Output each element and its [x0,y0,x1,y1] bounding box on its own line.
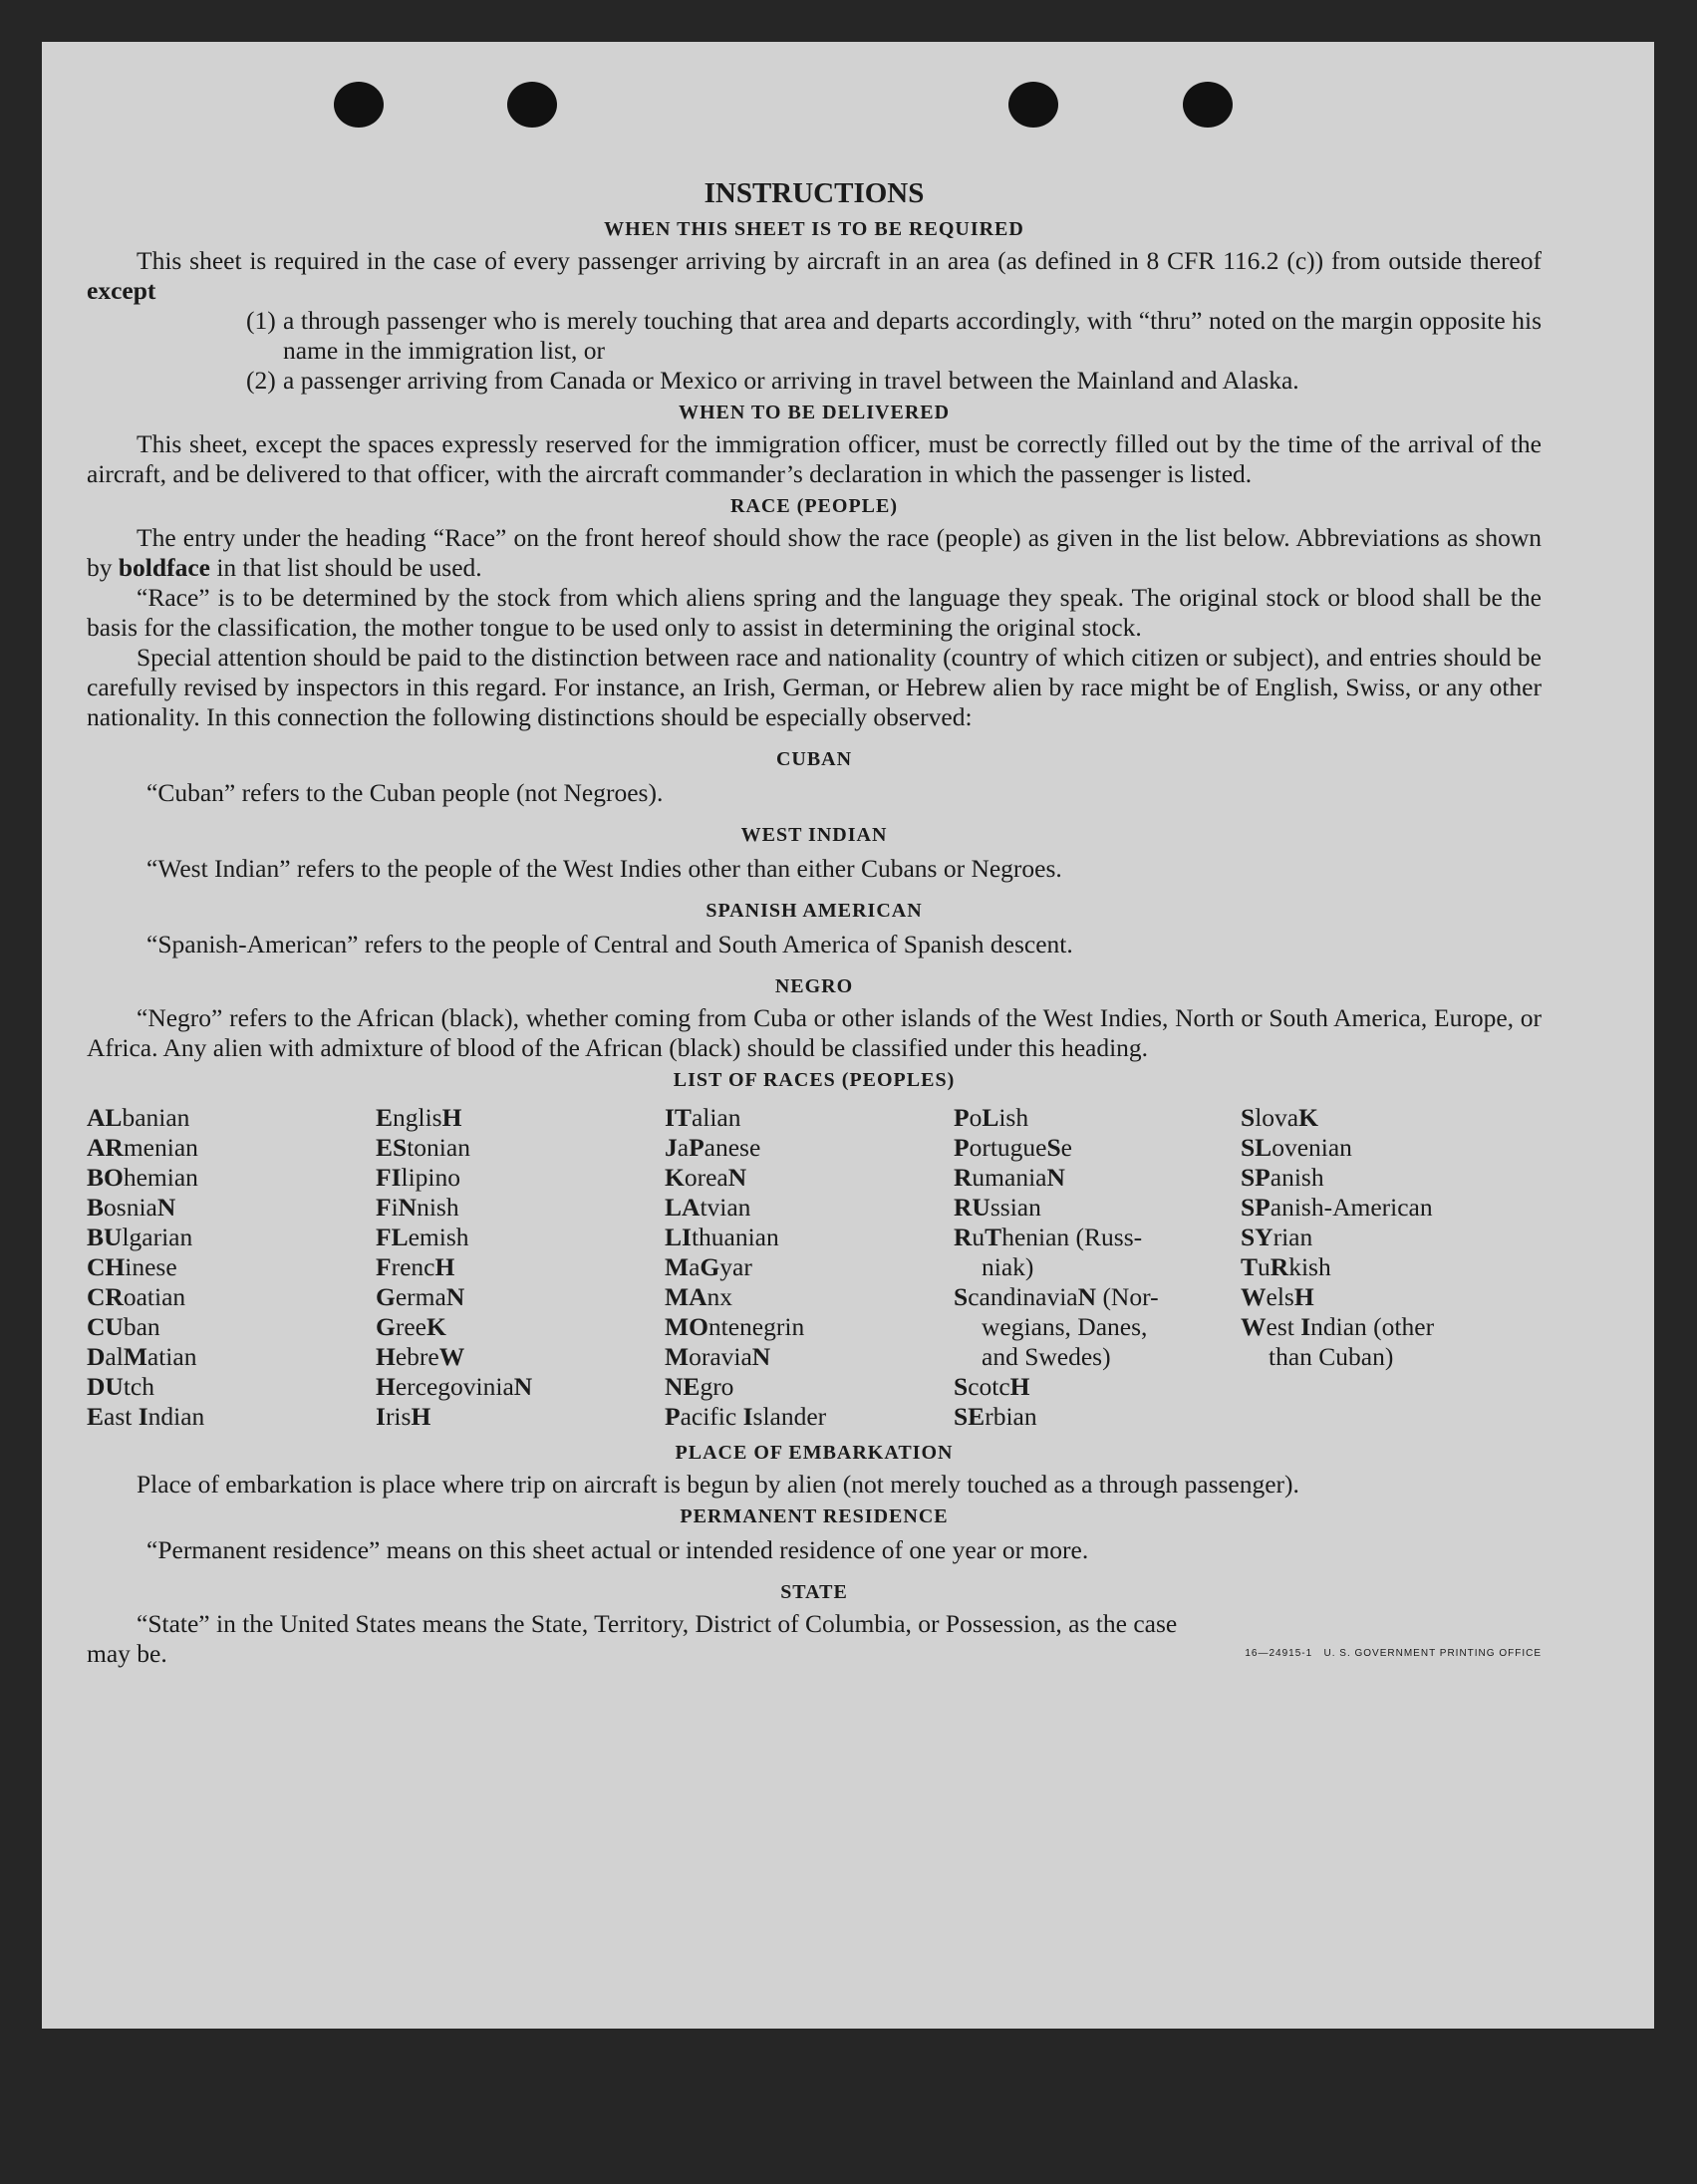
punch-hole [1008,82,1058,128]
race-entry: niak) [982,1252,1034,1281]
negro-text: “Negro” refers to the African (black), whether coming from Cuba or other islands of the West Indies, North or South America, Europe, or Africa. Any alien with admixture of blood of the African (black) should be classified under this heading. [87,1003,1542,1062]
race-entry: ALbanian [87,1103,190,1132]
heading-embarkation: PLACE OF EMBARKATION [675,1442,954,1464]
race-paragraph-2: “Race” is to be determined by the stock from which aliens spring and the language they speak. The original stock or blood shall be the basis for the classification, the mother tongue to be used only to assist in determining the original stock. [87,583,1542,642]
race-entry: CHinese [87,1252,177,1281]
embarkation-text: Place of embarkation is place where trip on aircraft is begun by alien (not merely touched as a through passenger). [137,1470,1299,1499]
race-entry: BUlgarian [87,1223,193,1251]
race-entry: East Indian [87,1402,205,1431]
footer-row [87,1639,1542,1669]
races-column-3 [665,1103,954,1432]
race-entry: FLemish [376,1223,469,1251]
race-entry: RUssian [954,1193,1041,1222]
race-entry: CRoatian [87,1282,186,1311]
heading-negro: NEGRO [774,975,854,997]
race-entry: ARmenian [87,1133,198,1162]
race-entry: EnglisH [376,1103,462,1132]
printer-imprint [1245,1639,1542,1669]
race-entry: SLovenian [1241,1133,1352,1162]
race-entry: LAtvian [665,1193,751,1222]
required-item-1: (1) a through passenger who is merely touching that area and departs accordingly, with “thru” noted on the margin opposite his name in the immigration list, or [246,306,1542,365]
punch-hole [1183,82,1233,128]
race-entry: WelsH [1241,1282,1314,1311]
race-entry: FiNnish [376,1193,459,1222]
race-entry: than Cuban) [1269,1342,1394,1371]
residence-text: “Permanent residence” means on this sheet actual or intended residence of one year or more. [146,1535,1089,1564]
races-column-5 [1241,1103,1540,1432]
heading-spanish-american: SPANISH AMERICAN [706,900,923,922]
race-entry: PoLish [954,1103,1029,1132]
race-entry: DUtch [87,1372,154,1401]
race-entry: ScotcH [954,1372,1030,1401]
race-entry: PortugueSe [954,1133,1072,1162]
heading-list-of-races: LIST OF RACES (PEOPLES) [673,1069,956,1091]
race-entry: SYrian [1241,1223,1313,1251]
race-entry: JaPanese [665,1133,761,1162]
race-entry: SErbian [954,1402,1037,1431]
race-entry: HebreW [376,1342,465,1371]
race-entry: SPanish-American [1241,1193,1433,1222]
race-entry: and Swedes) [982,1342,1111,1371]
race-entry: FIlipino [376,1163,461,1192]
race-entry: FrencH [376,1252,455,1281]
printer-name: U. S. GOVERNMENT PRINTING OFFICE [1323,1648,1542,1659]
instructions-content [87,176,1542,1669]
punch-hole [334,82,384,128]
cuban-text: “Cuban” refers to the Cuban people (not Negroes). [146,778,664,807]
race-entry: MOntenegrin [665,1312,805,1341]
required-intro: This sheet is required in the case of every passenger arriving by aircraft in an area (as defined in 8 CFR 116.2 (c)) from outside thereof except [87,246,1542,305]
race-entry: KoreaN [665,1163,747,1192]
race-entry: ScandinaviaN (Nor- [954,1282,1159,1311]
race-entry: West Indian (other [1241,1312,1435,1341]
race-entry: TuRkish [1241,1252,1331,1281]
race-entry: EStonian [376,1133,470,1162]
races-column-4 [954,1103,1241,1432]
races-list [87,1103,1542,1432]
race-entry: Pacific Islander [665,1402,827,1431]
race-paragraph-3: Special attention should be paid to the distinction between race and nationality (country of which citizen or subject), and entries should be carefully revised by inspectors in this regard. For instance, an Irish, German, or Hebrew alien by race might be of English, Swiss, or any other nationality. In this connection the following distinctions should be especially observed: [87,643,1542,731]
delivered-text: This sheet, except the spaces expressly reserved for the immigration officer, must be correctly filled out by the time of the arrival of the aircraft, and be delivered to that officer, with the aircraft commander’s declaration in which the passenger is listed. [87,429,1542,488]
west-indian-text: “West Indian” refers to the people of the West Indies other than either Cubans or Negroes. [146,854,1062,883]
race-entry: MaGyar [665,1252,752,1281]
heading-state: STATE [780,1581,848,1603]
race-entry: wegians, Danes, [982,1312,1148,1341]
state-text-end: may be. [87,1639,167,1668]
race-entry: RumaniaN [954,1163,1065,1192]
document-sheet [42,42,1654,2029]
race-entry: CUban [87,1312,160,1341]
race-entry: MAnx [665,1282,732,1311]
race-entry: HercegoviniaN [376,1372,533,1401]
race-entry: BOhemian [87,1163,198,1192]
race-entry: SlovaK [1241,1103,1318,1132]
race-entry: LIthuanian [665,1223,779,1251]
race-entry: SPanish [1241,1163,1324,1192]
race-entry: BosniaN [87,1193,176,1222]
race-entry: MoraviaN [665,1342,771,1371]
race-entry: DalMatian [87,1342,197,1371]
heading-delivered: WHEN TO BE DELIVERED [678,402,951,423]
race-entry: RuThenian (Russ- [954,1223,1143,1251]
page-title: INSTRUCTIONS [704,177,925,209]
state-text: “State” in the United States means the State, Territory, District of Columbia, or Possession, as the case [137,1609,1178,1638]
form-number: 16—24915-1 [1245,1648,1313,1659]
race-entry: GermaN [376,1282,465,1311]
race-entry: NEgro [665,1372,734,1401]
heading-west-indian: WEST INDIAN [740,824,888,846]
required-item-2: (2) a passenger arriving from Canada or Mexico or arriving in travel between the Mainland and Alaska. [246,366,1299,395]
race-paragraph-1: The entry under the heading “Race” on the front hereof should show the race (people) as given in the list below. Abbreviations as shown by boldface in that list should be used. [87,523,1542,582]
races-column-2 [376,1103,665,1432]
spanish-american-text: “Spanish-American” refers to the people of Central and South America of Spanish descent. [146,930,1073,958]
heading-race: RACE (PEOPLE) [730,495,898,517]
heading-cuban: CUBAN [775,748,853,770]
race-entry: IrisH [376,1402,431,1431]
race-entry: GreeK [376,1312,446,1341]
heading-required: WHEN THIS SHEET IS TO BE REQUIRED [604,218,1024,240]
races-column-1 [87,1103,376,1432]
heading-residence: PERMANENT RESIDENCE [680,1505,949,1527]
punch-hole [507,82,557,128]
race-entry: ITalian [665,1103,741,1132]
